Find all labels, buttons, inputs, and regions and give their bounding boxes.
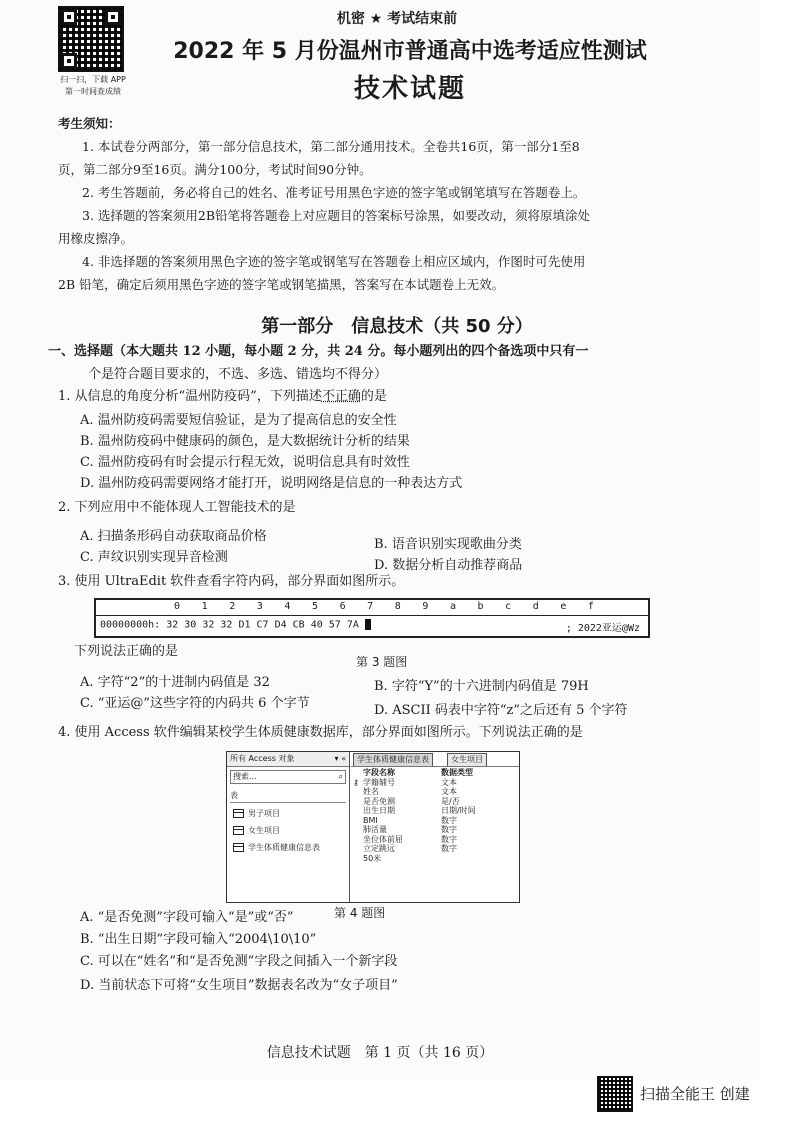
q2-option-c: C. 声纹识别实现异音检测: [80, 550, 228, 565]
nav-item-table-1[interactable]: [233, 808, 343, 820]
table-icon: [233, 826, 244, 835]
field-row[interactable]: [351, 806, 519, 816]
notes-heading: 考生须知：: [58, 116, 121, 131]
field-type: 数字: [441, 825, 457, 834]
field-row[interactable]: [351, 835, 519, 845]
q3-option-b: B. 字符“Y”的十六进制内码值是 79H: [374, 679, 589, 694]
field-name: BMI: [363, 815, 378, 825]
q2-option-a: A. 扫描条形码自动获取商品价格: [80, 529, 267, 544]
figure-4-caption: 第 4 题图: [334, 906, 386, 920]
search-icon: ⌕: [338, 772, 343, 781]
document-tabs: [351, 752, 519, 767]
hex-column-label: 2: [229, 601, 236, 612]
q3-option-d: D. ASCII 码表中字符“z”之后还有 5 个字符: [374, 703, 628, 718]
table-design-view: [351, 752, 519, 902]
q1-stem-emph: 不正确: [321, 389, 361, 404]
hex-column-label: c: [505, 601, 512, 612]
note-4b: 2B 铅笔，确定后须用黑色字迹的签字笔或钢笔描黑，答案写在本试题卷上无效。: [58, 277, 505, 292]
nav-item-label: 学生体质健康信息表: [248, 843, 320, 852]
hex-column-label: d: [532, 601, 539, 612]
nav-search-input[interactable]: [230, 770, 346, 784]
q4-option-b: B. “出生日期”字段可输入“2004\10\10”: [80, 932, 317, 947]
question-4-stem: 4. 使用 Access 软件编辑某校学生体质健康数据库，部分界面如图所示。下列说法正确的是: [58, 725, 583, 740]
field-grid: [351, 768, 519, 863]
note-2: 2. 考生答题前，务必将自己的姓名、准考证号用黑色字迹的签字笔或钢笔填写在答题卷上。: [82, 185, 586, 200]
hex-column-label: a: [449, 601, 456, 612]
field-type: 数字: [441, 834, 457, 844]
field-grid-header: [351, 768, 519, 778]
hex-column-label: f: [587, 601, 594, 612]
hex-column-label: 1: [201, 601, 208, 612]
q4-option-c: C. 可以在“姓名”和“是否免测”字段之间插入一个新字段: [80, 954, 398, 969]
nav-item-table-3[interactable]: [233, 842, 343, 854]
nav-group-tables[interactable]: 表: [230, 790, 346, 803]
q4-option-d: D. 当前状态下可将“女生项目”数据表名改为“女子项目”: [80, 978, 398, 993]
exam-subject: 技术试题: [353, 74, 466, 104]
field-row[interactable]: [351, 778, 519, 788]
hex-column-header: [174, 601, 594, 612]
hex-header-divider: [96, 615, 648, 616]
qr-caption-line2: 第一时间查成绩: [65, 87, 121, 96]
nav-item-label: 男子项目: [248, 809, 280, 818]
q1-option-c: C. 温州防疫码有时会提示行程无效，说明信息具有时效性: [80, 455, 410, 470]
question-2-stem: 2. 下列应用中不能体现人工智能技术的是: [58, 500, 296, 515]
figure-3-caption: 第 3 题图: [356, 655, 408, 669]
field-type: 文本: [441, 777, 457, 787]
nav-pane-title: 所有 Access 对象: [230, 754, 295, 763]
col-data-type: 数据类型: [441, 768, 473, 777]
q1-option-d: D. 温州防疫码需要网络才能打开，说明网络是信息的一种表达方式: [80, 476, 463, 491]
ultraedit-hex-view: [94, 598, 650, 638]
section-line1: 一、选择题（本大题共 12 小题，每小题 2 分，共 24 分。每小题列出的四个备选项中只有一: [48, 344, 589, 359]
field-name: 坐位体前屈: [363, 834, 403, 844]
text-cursor-icon: [365, 619, 371, 630]
field-row[interactable]: [351, 844, 519, 854]
q3-option-a: A. 字符“2”的十进制内码值是 32: [80, 675, 270, 690]
nav-item-label: 女生项目: [248, 826, 280, 835]
q1-stem-c: 的是: [360, 389, 387, 404]
col-field-name: 字段名称: [363, 768, 395, 777]
field-name: 立定跳远: [363, 844, 395, 853]
hex-column-label: e: [560, 601, 567, 612]
qr-caption-line1: 扫一扫，下载 APP: [60, 75, 126, 84]
hex-column-label: 8: [394, 601, 401, 612]
section-instructions: [48, 340, 698, 386]
q2-option-b: B. 语音识别实现歌曲分类: [374, 537, 522, 552]
note-1b: 页，第二部分9至16页。满分100分，考试时间90分钟。: [58, 162, 372, 177]
field-row[interactable]: [351, 816, 519, 826]
field-row[interactable]: [351, 787, 519, 797]
scanner-watermark: 扫描全能王 创建: [640, 1085, 750, 1103]
page-footer: 信息技术试题 第 1 页（共 16 页）: [266, 1045, 494, 1061]
q1-option-a: A. 温州防疫码需要短信验证，是为了提高信息的安全性: [80, 413, 397, 428]
field-row[interactable]: [351, 825, 519, 835]
field-row[interactable]: [351, 797, 519, 807]
field-name: 肺活量: [363, 825, 387, 834]
field-row[interactable]: [351, 854, 519, 864]
hex-column-label: 9: [422, 601, 429, 612]
confidential-mark: 机密 ★ 考试结束前: [336, 11, 458, 27]
hex-column-label: b: [477, 601, 484, 612]
tab-student-health[interactable]: 学生体质健康信息表: [353, 753, 433, 766]
hex-text-column: ; 2022亚运@Wz: [565, 623, 640, 634]
hex-column-label: 5: [311, 601, 318, 612]
note-4a: 4. 非选择题的答案须用黑色字迹的签字笔或钢笔写在答题卷上相应区域内，作图时可先使用: [82, 254, 586, 269]
nav-search-placeholder: 搜索...: [233, 772, 257, 781]
q1-option-b: B. 温州防疫码中健康码的颜色，是大数据统计分析的结果: [80, 434, 410, 449]
hex-row: [100, 619, 371, 631]
table-icon: [233, 843, 244, 852]
hex-row-bytes: 00000000h: 32 30 32 32 D1 C7 D4 CB 40 57 7A: [100, 619, 359, 631]
nav-pane-header[interactable]: [227, 752, 349, 767]
q2-option-d: D. 数据分析自动推荐商品: [374, 558, 523, 573]
field-type: 数字: [441, 815, 457, 825]
table-icon: [233, 809, 244, 818]
field-type: 是/否: [441, 796, 460, 806]
hex-column-label: 6: [339, 601, 346, 612]
chevron-down-icon[interactable]: ▾ «: [334, 754, 346, 763]
hex-column-label: 0: [174, 601, 181, 612]
primary-key-icon[interactable]: ⚷: [353, 777, 359, 787]
field-name: 50米: [363, 853, 382, 863]
q4-option-a: A. “是否免测”字段可输入“是”或“否”: [80, 910, 294, 925]
exam-title: 2022 年 5 月份温州市普通高中选考适应性测试: [173, 39, 647, 64]
q3-prompt: 下列说法正确的是: [74, 644, 179, 659]
field-name: 出生日期: [363, 806, 395, 815]
field-type: 日期/时间: [441, 806, 476, 815]
q1-stem-a: 1. 从信息的角度分析“温州防疫码”，下列描述: [58, 389, 322, 404]
nav-item-table-2[interactable]: [233, 825, 343, 837]
field-name: 学籍辅号: [363, 777, 395, 787]
candidate-notes: [58, 112, 698, 296]
question-1-stem: [58, 386, 387, 407]
part-heading: 第一部分 信息技术（共 50 分）: [261, 316, 533, 337]
note-3b: 用橡皮擦净。: [58, 231, 134, 246]
field-type: 数字: [441, 844, 457, 853]
qr-code-icon: [597, 1076, 633, 1112]
note-1a: 1. 本试卷分两部分，第一部分信息技术，第二部分通用技术。全卷共16页，第一部分1至8: [82, 139, 580, 154]
access-window: [226, 751, 520, 903]
hex-column-label: 4: [284, 601, 291, 612]
navigation-pane: [227, 752, 350, 902]
field-type: 文本: [441, 787, 457, 796]
field-name: 姓名: [363, 787, 379, 796]
q3-option-c: C. “亚运@”这些字符的内码共 6 个字节: [80, 696, 310, 711]
field-name: 是否免测: [363, 796, 395, 806]
hex-column-label: 3: [256, 601, 263, 612]
section-line2: 个是符合题目要求的，不选、多选、错选均不得分）: [88, 367, 388, 382]
note-3a: 3. 选择题的答案须用2B铅笔将答题卷上对应题目的答案标号涂黑，如要改动，须将原填涂处: [82, 208, 591, 223]
tab-girls-items[interactable]: 女生项目: [447, 753, 487, 766]
hex-column-label: 7: [367, 601, 374, 612]
question-3-stem: 3. 使用 UltraEdit 软件查看字符内码，部分界面如图所示。: [58, 574, 405, 589]
